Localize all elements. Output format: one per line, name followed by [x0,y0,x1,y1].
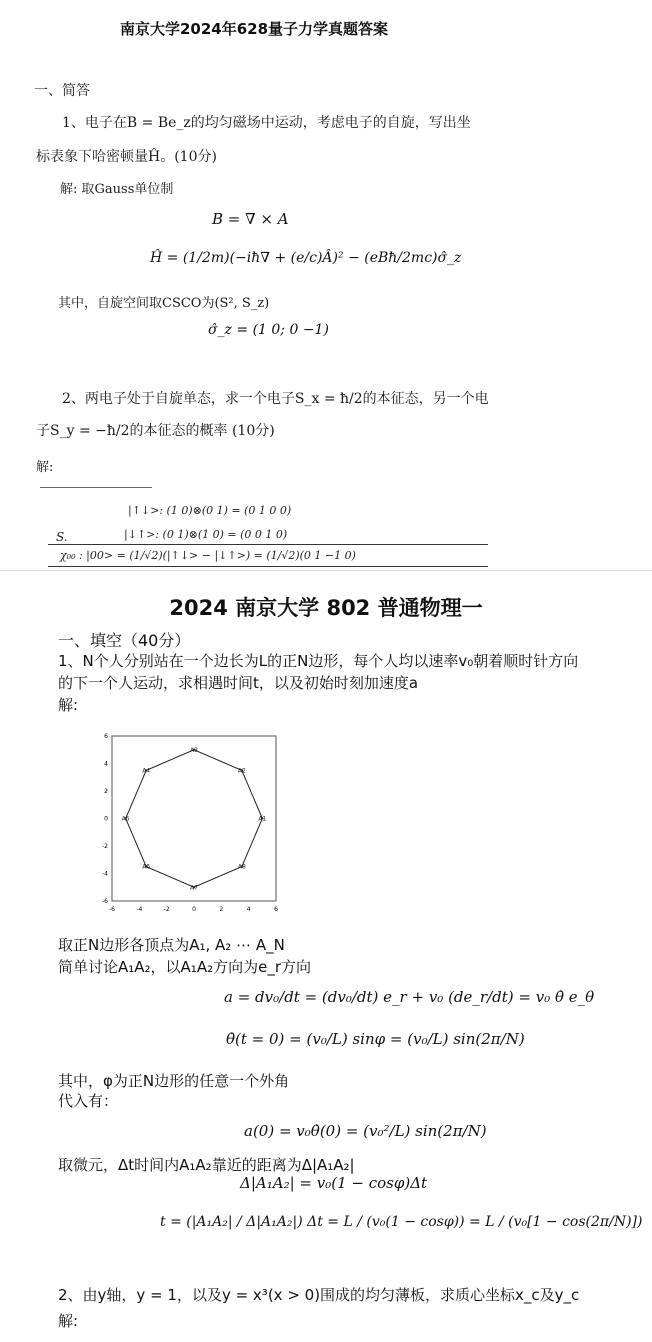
x-tick-label: -2 [163,906,170,913]
doc-question-1-cont: 的下一个人运动，求相遇时间t，以及初始时刻加速度a [58,674,419,692]
handwritten-line-2: |↓↑>: (0 1)⊗(1 0) = (0 0 1 0) [124,528,288,541]
handwriting-rule-mid [48,544,488,545]
scan-question-1-cont: 标表象下哈密顿量Ĥ。(10分) [36,149,217,165]
y-tick-label: -4 [102,870,108,878]
scan-solution-2-label: 解: [36,460,54,475]
octagon-vertices [122,747,267,892]
y-tick-label: 6 [104,733,108,740]
handwritten-line-3: χ₀₀ : |00> = (1/√2)(|↑↓> − |↓↑>) = (1/√2)(0 1 −1 0) [60,549,356,562]
y-tick-label: 0 [104,815,108,823]
scan-section-heading: 一、简答 [34,83,90,99]
vertex-label-a5: A5 [121,815,130,823]
vertex-label-a6: A6 [142,863,151,871]
section-divider [0,570,652,571]
handwritten-line-1: |↑↓>: (1 0)⊗(0 1) = (0 1 0 0) [128,504,292,517]
x-tick-label: 4 [246,906,251,913]
doc-text-vertices: 取正N边形各顶点为A₁, A₂ ⋯ A_N [58,936,285,954]
doc-text-discuss: 简单讨论A₁A₂，以A₁A₂方向为e_r方向 [58,958,311,976]
y-tick-label: -2 [102,843,108,850]
doc-equation-delta: Δ|A₁A₂| = v₀(1 − cosφ)Δt [240,1174,428,1192]
scan-sigma-z: σ̂_z = (1 0; 0 −1) [208,322,329,338]
doc-question-2-solution: 解: [58,1312,79,1330]
y-tick-label: -6 [102,898,108,905]
vertex-label-a8: A8 [237,863,246,871]
scan-q1-line1: 1、电子在B = Be_z的均匀磁场中运动，考虑电子的自旋，写出坐 [62,115,471,131]
vertex-label-a3: A3 [190,746,198,754]
doc-equation-t: t = (|A₁A₂| / Δ|A₁A₂|) Δt = L / (v₀(1 − cosφ)) = L / (v₀[1 − cos(2π/N)]) [160,1214,643,1230]
x-tick-label: 6 [274,906,278,913]
doc-question-2: 2、由y轴，y = 1，以及y = x³(x > 0)围成的均匀薄板，求质心坐标x_c及y_c [58,1286,580,1304]
octagon-plot [96,730,286,916]
doc-question-1: 1、N个人分别站在一个边长为L的正N边形，每个人均以速率v₀朝着顺时针方向 [58,652,579,670]
vertex-label-a7: A7 [190,884,198,892]
doc-solution-label: 解: [58,696,79,714]
vertex-label-a2: A2 [237,767,246,775]
scan-csco-text: 其中，自旋空间取CSCO为(S², S_z) [58,296,270,311]
y-tick-label: 2 [104,788,108,795]
scan-solution-1-label: 解: 取Gauss单位制 [60,182,174,197]
doc-equation-a0: a(0) = v₀θ̇(0) = (v₀²/L) sin(2π/N) [244,1122,487,1140]
doc-text-micro: 取微元，Δt时间内A₁A₂靠近的距离为Δ|A₁A₂| [58,1156,355,1174]
scan-equation-B: B = ∇ × A [212,210,289,228]
handwritten-mark: S. [56,530,68,544]
scan-question-2-cont: 子S_y = −ħ/2的本征态的概率 (10分) [36,423,275,439]
x-tick-label: -6 [109,906,115,913]
scan-question-1 [62,112,471,132]
plot-frame [112,736,276,901]
doc-text-substitute: 代入有： [58,1092,119,1110]
scan-title: 南京大学2024年628量子力学真题答案 [120,20,389,38]
handwriting-rule-bottom [48,566,488,567]
doc-text-phi: 其中，φ为正N边形的任意一个外角 [58,1072,290,1090]
doc-section-heading: 一、填空（40分） [58,631,191,650]
x-tick-label: -4 [136,906,143,913]
x-tick-label: 0 [192,906,196,913]
scan-equation-H: Ĥ = (1/2m)(−iħ∇ + (e/c)Â)² − (eBħ/2mc)σ̂_z [150,250,462,266]
doc-equation-theta: θ̇(t = 0) = (v₀/L) sinφ = (v₀/L) sin(2π/N) [226,1030,525,1048]
doc-equation-a: a = dv₀/dt = (dv₀/dt) e_r + v₀ (de_r/dt) = v₀ θ̇ e_θ [224,988,595,1006]
doc-title: 2024 南京大学 802 普通物理一 [169,596,483,620]
scan-question-2: 2、两电子处于自旋单态，求一个电子S_x = ħ/2的本征态，另一个电 [62,391,489,407]
x-tick-label: 2 [219,906,224,913]
y-tick-label: 4 [104,760,108,768]
vertex-label-a4: A4 [142,767,151,775]
handwriting-rule-top [40,487,152,488]
vertex-label-a1: A1 [258,815,267,823]
